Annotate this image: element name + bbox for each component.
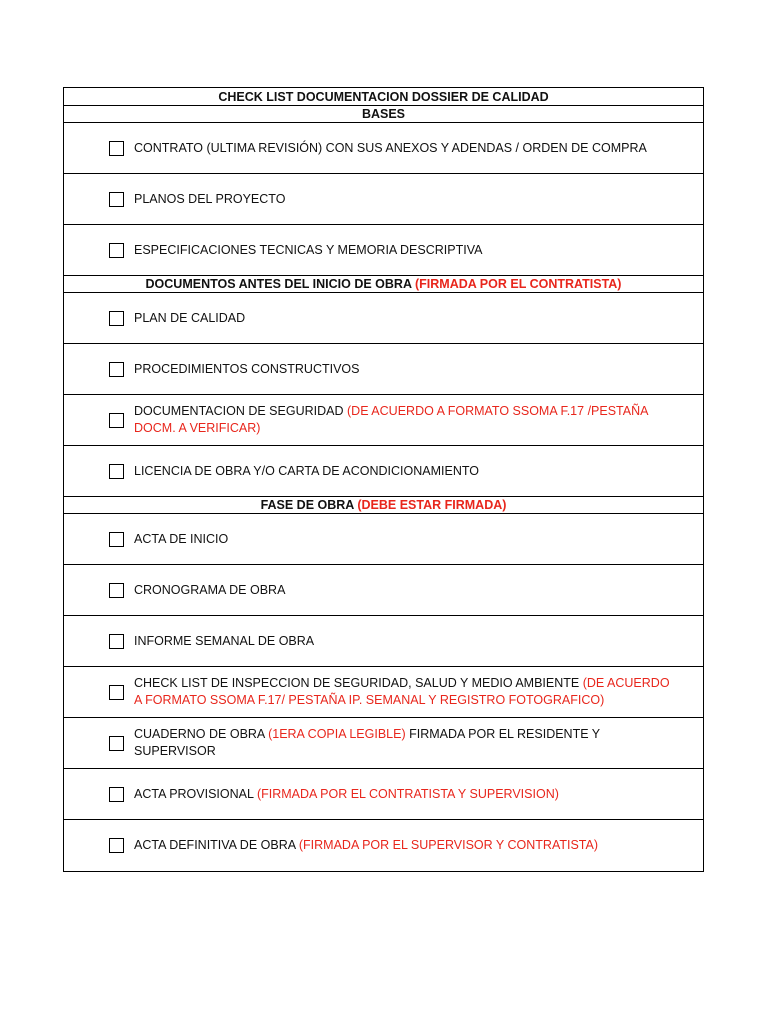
item-text: CUADERNO DE OBRA [134, 727, 265, 741]
item-text: CHECK LIST DE INSPECCION DE SEGURIDAD, SALUD Y MEDIO AMBIENTE [134, 676, 580, 690]
checklist-item-label [134, 403, 703, 437]
checklist-item [64, 769, 703, 820]
checklist-item-label [134, 531, 258, 548]
checkbox[interactable] [109, 685, 124, 700]
checklist-item-label [134, 786, 589, 803]
item-text: ACTA PROVISIONAL [134, 786, 254, 801]
item-text: ACTA DE INICIO [134, 531, 229, 546]
item-text: ACTA DEFINITIVA DE OBRA [134, 838, 296, 852]
checkbox[interactable] [109, 787, 124, 802]
checklist-item-label [134, 675, 703, 709]
checklist-item [64, 395, 703, 446]
checkbox[interactable] [109, 141, 124, 156]
item-text-after: FIRMADA POR EL RESIDENTE Y SUPERVISOR [134, 727, 600, 758]
checklist-item [64, 667, 703, 718]
section-heading-note: (FIRMADA POR EL CONTRATISTA) [415, 277, 622, 291]
checkbox[interactable] [109, 532, 124, 547]
checklist-item-label [134, 726, 703, 760]
checkbox[interactable] [109, 634, 124, 649]
checkbox[interactable] [109, 838, 124, 853]
section-heading [64, 497, 703, 514]
checklist-item [64, 344, 703, 395]
table-header [64, 88, 703, 123]
section-heading-bases: BASES [64, 105, 703, 122]
item-text: PROCEDIMIENTOS CONSTRUCTIVOS [134, 361, 360, 376]
checklist-item [64, 293, 703, 344]
checkbox[interactable] [109, 583, 124, 598]
checklist-item-label [134, 582, 315, 599]
checklist-item-label [134, 463, 509, 480]
checklist-item [64, 514, 703, 565]
section-heading-note: (DEBE ESTAR FIRMADA) [357, 498, 507, 512]
item-note: (DE ACUERDO A FORMATO SSOMA F.17/ PESTAÑA IP. SEMANAL Y REGISTRO FOTOGRAFICO) [134, 676, 670, 707]
checkbox[interactable] [109, 362, 124, 377]
checklist-item-label [134, 361, 389, 378]
checklist-item-label [134, 191, 315, 208]
item-text: PLAN DE CALIDAD [134, 310, 246, 325]
checkbox[interactable] [109, 736, 124, 751]
checklist-item-label [134, 242, 512, 259]
document-title: CHECK LIST DOCUMENTACION DOSSIER DE CALIDAD [218, 90, 549, 104]
checkbox[interactable] [109, 192, 124, 207]
checklist-item [64, 225, 703, 276]
item-note: (FIRMADA POR EL CONTRATISTA Y SUPERVISION) [256, 786, 559, 801]
checkbox[interactable] [109, 413, 124, 428]
checklist-item-label [134, 837, 628, 854]
checklist-table [63, 87, 704, 872]
checkbox[interactable] [109, 464, 124, 479]
item-text: PLANOS DEL PROYECTO [134, 191, 286, 206]
item-text: CONTRATO (ULTIMA REVISIÓN) CON SUS ANEXOS Y ADENDAS / ORDEN DE COMPRA [134, 140, 647, 155]
checkbox[interactable] [109, 311, 124, 326]
item-text: INFORME SEMANAL DE OBRA [134, 633, 315, 648]
item-text: LICENCIA DE OBRA Y/O CARTA DE ACONDICIONAMIENTO [134, 463, 479, 478]
checkbox[interactable] [109, 243, 124, 258]
checklist-item-label [134, 140, 677, 157]
checklist-item-label [134, 310, 275, 327]
item-note: (FIRMADA POR EL SUPERVISOR Y CONTRATISTA) [298, 838, 599, 852]
item-text: DOCUMENTACION DE SEGURIDAD [134, 404, 344, 418]
checklist-item [64, 174, 703, 225]
checklist-body [64, 123, 703, 871]
item-text: CRONOGRAMA DE OBRA [134, 582, 286, 597]
checklist-item [64, 565, 703, 616]
checklist-item [64, 718, 703, 769]
checklist-item [64, 446, 703, 497]
item-note: (DE ACUERDO A FORMATO SSOMA F.17 /PESTAÑA DOCM. A VERIFICAR) [134, 404, 648, 435]
checklist-item [64, 616, 703, 667]
checklist-item-label [134, 633, 344, 650]
section-heading [64, 276, 703, 293]
checklist-item [64, 123, 703, 174]
item-text: ESPECIFICACIONES TECNICAS Y MEMORIA DESCRIPTIVA [134, 242, 483, 257]
section-heading-text: FASE DE OBRA [260, 498, 354, 512]
section-heading-text: DOCUMENTOS ANTES DEL INICIO DE OBRA [145, 277, 412, 291]
item-note: (1ERA COPIA LEGIBLE) [268, 727, 406, 741]
checklist-item [64, 820, 703, 871]
